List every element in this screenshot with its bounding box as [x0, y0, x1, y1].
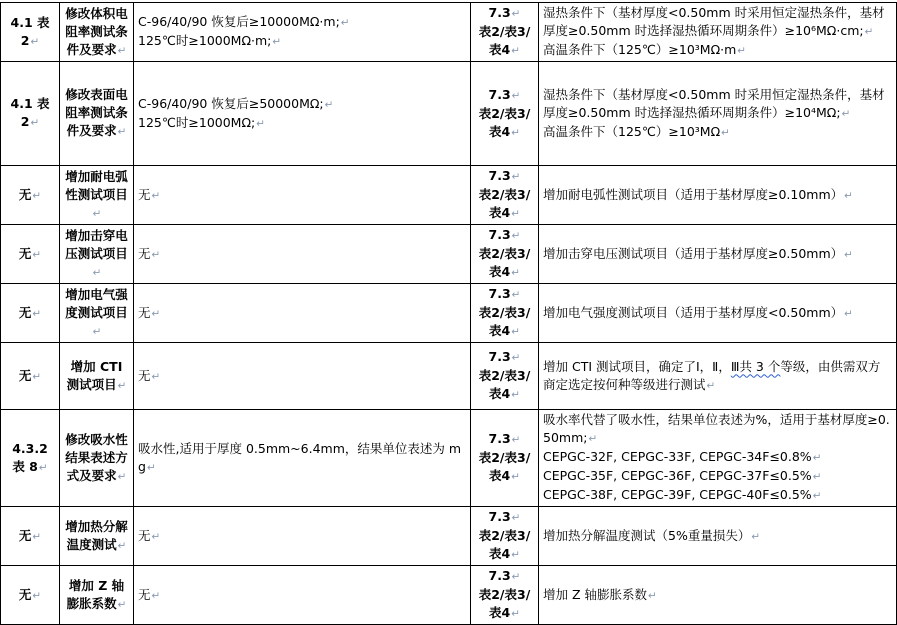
- cell-old-clause-ref[interactable]: [1, 62, 60, 166]
- cell-new-clause-ref[interactable]: [471, 507, 539, 566]
- paragraph: [64, 86, 129, 141]
- cell-change-item[interactable]: [60, 284, 134, 343]
- text-run: 4.1 表 2: [10, 96, 50, 129]
- paragraph-mark: ↵: [511, 549, 520, 561]
- text-run: 表2/表3/: [478, 105, 531, 121]
- text-run: 表4: [488, 605, 511, 620]
- paragraph-mark: ↵: [511, 8, 521, 20]
- paragraph-mark: ↵: [151, 248, 161, 261]
- text-run: 表4: [488, 264, 511, 279]
- text-run: 7.3: [488, 509, 511, 524]
- text-run: 7.3: [488, 568, 511, 583]
- paragraph: [475, 86, 534, 105]
- text-run: 表4: [488, 205, 511, 220]
- spellcheck-wavy-text: Ⅲ共 3 个: [730, 358, 781, 374]
- table-row: [1, 225, 897, 284]
- paragraph-mark: ↵: [32, 530, 42, 543]
- text-run: 无: [18, 245, 32, 261]
- text-run: 增加 CTI 测试项目，确定了Ⅰ，Ⅱ，: [543, 358, 731, 374]
- paragraph-mark: ↵: [117, 126, 127, 138]
- cell-old-content[interactable]: [134, 166, 471, 225]
- paragraph-mark: ↵: [511, 571, 521, 583]
- text-run: 表2/表3/: [478, 305, 531, 320]
- cell-new-clause-ref[interactable]: [471, 225, 539, 284]
- cell-old-clause-ref[interactable]: [1, 410, 60, 507]
- text-run: 7.3: [488, 286, 511, 301]
- paragraph: [138, 440, 466, 477]
- text-run: 无: [138, 304, 151, 320]
- paragraph-mark: ↵: [511, 608, 520, 620]
- text-run: 无: [138, 367, 151, 383]
- paragraph-mark: ↵: [32, 307, 42, 320]
- text-run: 7.3: [488, 168, 511, 183]
- text-run: 增加热分解温度测试（5%重量损失）: [543, 527, 751, 543]
- paragraph: [64, 518, 129, 555]
- cell-change-item[interactable]: [60, 62, 134, 166]
- paragraph: [543, 586, 892, 605]
- cell-old-content[interactable]: [134, 62, 471, 166]
- text-run: CEPGC-32F, CEPGC-33F, CEPGC-34F≤0.8%: [543, 449, 812, 464]
- cell-old-content[interactable]: [134, 284, 471, 343]
- paragraph: [543, 358, 892, 395]
- text-run: 湿热条件下（基材厚度<0.50mm 时采用恒定湿热条件，基材厚度≥0.50mm 时选择湿热循环周期条件）≥10⁶MΩ·cm;: [543, 5, 885, 38]
- paragraph: [543, 41, 892, 60]
- paragraph-mark: ↵: [511, 230, 521, 242]
- text-run: 无: [18, 186, 32, 202]
- paragraph-mark: ↵: [812, 452, 822, 464]
- text-run: 表2/表3/: [478, 368, 531, 383]
- text-run: 无: [138, 586, 151, 602]
- text-run: 增加电气强度测试项目: [65, 286, 128, 320]
- text-run: 表2/表3/: [478, 587, 531, 602]
- paragraph-mark: ↵: [511, 326, 520, 338]
- cell-new-content[interactable]: [539, 343, 897, 410]
- text-run: 增加电气强度测试项目（适用于基材厚度<0.50mm）: [543, 304, 844, 320]
- paragraph: [5, 458, 55, 477]
- paragraph-mark: ↵: [511, 208, 520, 220]
- table-row: [1, 410, 897, 507]
- paragraph: [475, 245, 534, 263]
- paragraph: [475, 226, 534, 245]
- paragraph: [5, 14, 55, 51]
- paragraph: [64, 577, 129, 614]
- text-run: 无: [18, 586, 32, 602]
- paragraph: [5, 186, 55, 205]
- paragraph: [543, 467, 892, 486]
- paragraph-mark: ↵: [151, 530, 161, 543]
- paragraph-mark: ↵: [32, 370, 42, 383]
- paragraph-mark: ↵: [511, 289, 521, 301]
- table-row: [1, 3, 897, 62]
- paragraph-mark: ↵: [32, 189, 42, 202]
- paragraph: [543, 527, 892, 546]
- paragraph-mark: ↵: [32, 589, 42, 602]
- paragraph-mark: ↵: [511, 512, 521, 524]
- paragraph: [475, 322, 534, 341]
- text-run: 表4: [488, 468, 511, 483]
- text-run: 增加 Z 轴膨胀系数: [66, 577, 125, 611]
- paragraph-mark: ↵: [511, 267, 520, 279]
- cell-new-clause-ref[interactable]: [471, 3, 539, 62]
- paragraph-mark: ↵: [324, 98, 334, 111]
- cell-change-item[interactable]: [60, 410, 134, 507]
- cell-old-clause-ref[interactable]: [1, 166, 60, 225]
- paragraph-mark: ↵: [844, 189, 853, 202]
- cell-old-content[interactable]: [134, 343, 471, 410]
- cell-old-clause-ref[interactable]: [1, 566, 60, 625]
- paragraph: [5, 367, 55, 386]
- paragraph: [5, 95, 55, 132]
- table-body: [1, 3, 897, 625]
- paragraph: [64, 227, 129, 282]
- cell-old-clause-ref[interactable]: [1, 3, 60, 62]
- text-run: 4.1 表 2: [10, 14, 50, 48]
- paragraph: [543, 86, 892, 123]
- paragraph: [543, 186, 892, 205]
- paragraph-mark: ↵: [706, 379, 716, 392]
- text-run: 无: [138, 186, 151, 202]
- cell-change-item[interactable]: [60, 507, 134, 566]
- paragraph: [5, 304, 55, 323]
- table-row: [1, 343, 897, 410]
- text-run: 7.3: [488, 86, 511, 102]
- text-run: 125℃时≥1000MΩ·m;: [138, 33, 272, 48]
- paragraph: [475, 467, 534, 486]
- paragraph: [475, 367, 534, 385]
- paragraph: [475, 567, 534, 586]
- paragraph: [64, 358, 129, 395]
- paragraph-mark: ↵: [272, 36, 282, 48]
- table-row: [1, 566, 897, 625]
- paragraph-mark: ↵: [117, 598, 127, 611]
- paragraph-mark: ↵: [151, 370, 161, 383]
- paragraph: [543, 448, 892, 467]
- cell-old-content[interactable]: [134, 3, 471, 62]
- paragraph-mark: ↵: [511, 126, 520, 139]
- paragraph: [475, 430, 534, 449]
- cell-change-item[interactable]: [60, 225, 134, 284]
- paragraph-mark: ↵: [812, 490, 822, 502]
- cell-new-clause-ref[interactable]: [471, 62, 539, 166]
- paragraph-mark: ↵: [511, 89, 521, 102]
- cell-old-content[interactable]: [134, 507, 471, 566]
- paragraph: [475, 385, 534, 404]
- text-run: 修改表面电阻率测试条件及要求: [65, 87, 128, 138]
- paragraph: [5, 440, 55, 458]
- paragraph-mark: ↵: [511, 434, 521, 446]
- paragraph: [475, 348, 534, 367]
- table-row: [1, 284, 897, 343]
- paragraph-mark: ↵: [751, 530, 761, 543]
- paragraph-mark: ↵: [92, 266, 102, 279]
- text-run: 表2/表3/: [478, 24, 531, 39]
- paragraph-mark: ↵: [511, 352, 521, 364]
- text-run: 无: [18, 527, 32, 543]
- paragraph: [138, 13, 466, 32]
- paragraph-mark: ↵: [340, 17, 350, 29]
- text-run: 7.3: [488, 431, 511, 446]
- text-run: 增加耐电弧性测试项目: [65, 168, 128, 202]
- cell-change-item[interactable]: [60, 566, 134, 625]
- cell-old-clause-ref[interactable]: [1, 225, 60, 284]
- paragraph: [138, 114, 466, 133]
- table-row: [1, 507, 897, 566]
- cell-new-content[interactable]: [539, 284, 897, 343]
- text-run: 等级，由供需双方商定选定按何种等级进行测试: [543, 358, 881, 392]
- text-run: 表2/表3/: [478, 246, 531, 261]
- text-run: 表4: [488, 546, 511, 561]
- text-run: 增加热分解温度测试: [65, 518, 128, 552]
- cell-new-content[interactable]: [539, 3, 897, 62]
- paragraph-mark: ↵: [844, 307, 853, 320]
- paragraph: [543, 411, 892, 448]
- text-run: C-96/40/90 恢复后≥10000MΩ·m;: [138, 14, 340, 29]
- paragraph: [475, 123, 534, 142]
- paragraph: [138, 586, 466, 605]
- paragraph-mark: ↵: [588, 433, 598, 445]
- text-run: 增加击穿电压测试项目（适用于基材厚度≥0.50mm）: [543, 245, 844, 261]
- text-run: 7.3: [488, 5, 511, 20]
- paragraph: [475, 263, 534, 282]
- text-run: 修改体积电阻率测试条件及要求: [65, 5, 128, 57]
- paragraph: [64, 168, 129, 223]
- paragraph-mark: ↵: [864, 26, 874, 38]
- paragraph: [138, 95, 466, 114]
- paragraph: [475, 604, 534, 623]
- paragraph-mark: ↵: [721, 126, 730, 139]
- text-run: 增加击穿电压测试项目: [65, 227, 128, 261]
- paragraph: [475, 304, 534, 322]
- paragraph: [543, 123, 892, 142]
- paragraph-mark: ↵: [844, 248, 853, 261]
- paragraph: [64, 431, 129, 486]
- text-run: 增加 Z 轴膨胀系数: [543, 586, 648, 602]
- cell-new-clause-ref[interactable]: [471, 166, 539, 225]
- paragraph: [138, 527, 466, 546]
- paragraph: [543, 245, 892, 264]
- paragraph: [64, 5, 129, 60]
- cell-change-item[interactable]: [60, 343, 134, 410]
- cell-new-content[interactable]: [539, 166, 897, 225]
- paragraph: [475, 545, 534, 564]
- paragraph: [475, 204, 534, 223]
- paragraph-mark: ↵: [117, 539, 127, 552]
- paragraph-mark: ↵: [151, 307, 161, 320]
- cell-old-clause-ref[interactable]: [1, 343, 60, 410]
- text-run: 4.3.2: [12, 440, 48, 456]
- text-run: 表4: [488, 323, 511, 338]
- cell-old-clause-ref[interactable]: [1, 284, 60, 343]
- text-run: 表4: [488, 386, 511, 401]
- text-run: 无: [18, 367, 32, 383]
- text-run: 修改吸水性结果表述方式及要求: [65, 431, 128, 483]
- text-run: CEPGC-35F, CEPGC-36F, CEPGC-37F≤0.5%: [543, 468, 812, 483]
- paragraph-mark: ↵: [511, 389, 520, 401]
- paragraph: [475, 527, 534, 545]
- cell-new-content[interactable]: [539, 62, 897, 166]
- cell-old-content[interactable]: [134, 225, 471, 284]
- paragraph-mark: ↵: [30, 35, 40, 48]
- cell-old-content[interactable]: [134, 410, 471, 507]
- paragraph-mark: ↵: [151, 189, 161, 202]
- paragraph: [543, 304, 892, 323]
- cell-change-item[interactable]: [60, 166, 134, 225]
- cell-new-clause-ref[interactable]: [471, 410, 539, 507]
- cell-new-clause-ref[interactable]: [471, 343, 539, 410]
- cell-old-clause-ref[interactable]: [1, 507, 60, 566]
- paragraph: [475, 586, 534, 604]
- paragraph: [475, 449, 534, 467]
- paragraph: [138, 367, 466, 386]
- paragraph: [138, 245, 466, 264]
- text-run: 湿热条件下（基材厚度<0.50mm 时采用恒定湿热条件，基材厚度≥0.50mm 时选择湿热循环周期条件）≥10⁴MΩ;: [543, 86, 885, 120]
- paragraph: [5, 586, 55, 605]
- paragraph: [64, 286, 129, 341]
- paragraph: [475, 508, 534, 527]
- paragraph-mark: ↵: [812, 471, 822, 483]
- paragraph-mark: ↵: [32, 248, 42, 261]
- text-run: 7.3: [488, 349, 511, 364]
- text-run: 无: [18, 304, 32, 320]
- paragraph: [5, 527, 55, 546]
- paragraph: [138, 186, 466, 205]
- paragraph: [138, 304, 466, 323]
- text-run: 125℃时≥1000MΩ;: [138, 114, 256, 130]
- text-run: CEPGC-38F, CEPGC-39F, CEPGC-40F≤0.5%: [543, 487, 812, 502]
- paragraph: [475, 23, 534, 41]
- text-run: 增加耐电弧性测试项目（适用于基材厚度≥0.10mm）: [543, 186, 844, 202]
- cell-new-content[interactable]: [539, 566, 897, 625]
- paragraph-mark: ↵: [117, 470, 127, 483]
- paragraph-mark: ↵: [92, 207, 102, 220]
- paragraph-mark: ↵: [648, 589, 657, 602]
- paragraph: [475, 285, 534, 304]
- cell-new-content[interactable]: [539, 410, 897, 507]
- text-run: 表2/表3/: [478, 450, 531, 465]
- text-run: C-96/40/90 恢复后≥50000MΩ;: [138, 95, 324, 111]
- text-run: 无: [138, 527, 151, 543]
- cell-new-content[interactable]: [539, 225, 897, 284]
- cell-old-content[interactable]: [134, 566, 471, 625]
- cell-new-content[interactable]: [539, 507, 897, 566]
- paragraph: [543, 486, 892, 505]
- text-run: 增加 CTI 测试项目: [66, 358, 123, 392]
- text-run: 7.3: [488, 227, 511, 242]
- paragraph-mark: ↵: [38, 461, 48, 474]
- text-run: 吸水率代替了吸水性，结果单位表述为%，适用于基材厚度≥0.50mm;: [543, 412, 890, 445]
- text-run: 无: [138, 245, 151, 261]
- table-row: [1, 166, 897, 225]
- paragraph-mark: ↵: [117, 379, 127, 392]
- paragraph-mark: ↵: [511, 45, 520, 57]
- paragraph-mark: ↵: [737, 45, 747, 57]
- text-run: 表 8: [12, 458, 38, 474]
- paragraph: [475, 4, 534, 23]
- text-run: 表2/表3/: [478, 528, 531, 543]
- paragraph-mark: ↵: [511, 471, 520, 483]
- text-run: 吸水性,适用于厚度 0.5mm~6.4mm，结果单位表述为 mg: [138, 440, 462, 474]
- paragraph-mark: ↵: [256, 117, 266, 130]
- paragraph: [543, 4, 892, 41]
- text-run: 表4: [488, 42, 511, 57]
- paragraph: [475, 186, 534, 204]
- paragraph: [475, 167, 534, 186]
- paragraph: [5, 245, 55, 264]
- paragraph-mark: ↵: [146, 461, 156, 474]
- paragraph-mark: ↵: [30, 117, 40, 129]
- text-run: 高温条件下（125℃）≥10³MΩ: [543, 123, 721, 139]
- paragraph: [138, 32, 466, 51]
- paragraph-mark: ↵: [511, 171, 521, 183]
- text-run: 高温条件下（125℃）≥10³MΩ·m: [543, 42, 737, 57]
- paragraph: [475, 41, 534, 60]
- cell-change-item[interactable]: [60, 3, 134, 62]
- revision-comparison-table: [0, 2, 897, 625]
- paragraph: [475, 105, 534, 123]
- paragraph-mark: ↵: [92, 325, 102, 338]
- paragraph-mark: ↵: [841, 107, 851, 120]
- table-row: [1, 62, 897, 166]
- paragraph-mark: ↵: [151, 589, 161, 602]
- cell-new-clause-ref[interactable]: [471, 284, 539, 343]
- cell-new-clause-ref[interactable]: [471, 566, 539, 625]
- text-run: 表2/表3/: [478, 187, 531, 202]
- paragraph-mark: ↵: [117, 44, 127, 57]
- text-run: 表4: [488, 123, 511, 139]
